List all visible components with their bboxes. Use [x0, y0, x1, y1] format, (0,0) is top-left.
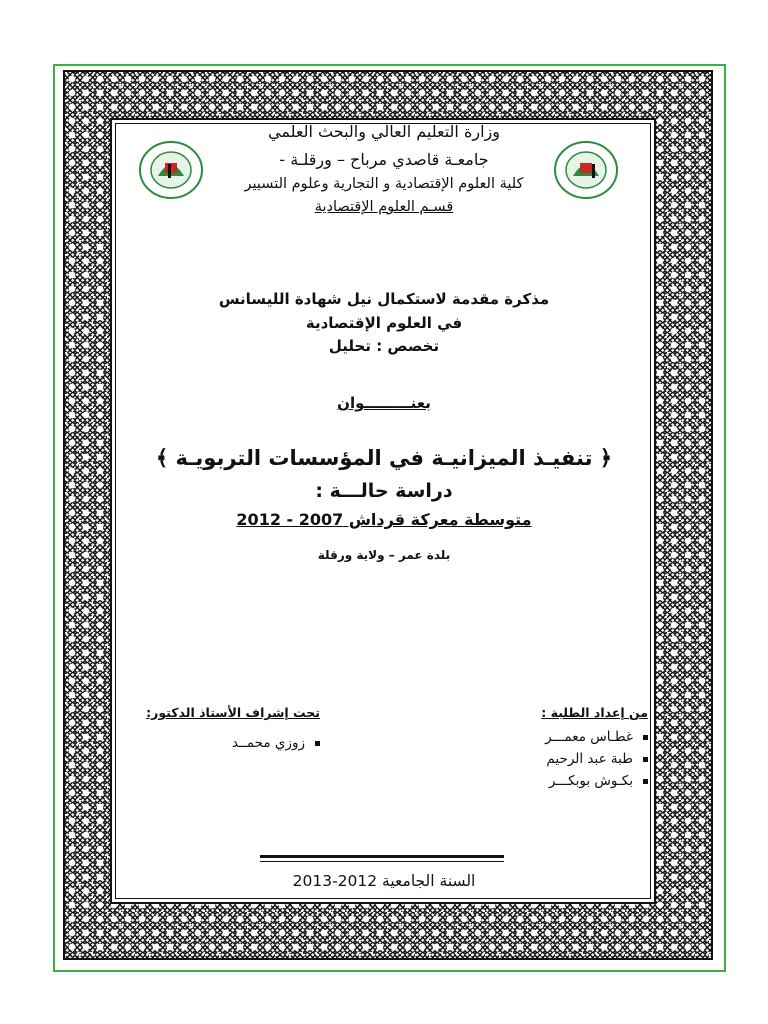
memo-purpose: مذكرة مقدمة لاستكمال نيل شهادة الليسانس [218, 290, 550, 308]
supervisor-label: تحت إشراف الأستاذ الدكتور: [146, 705, 320, 720]
school-name: متوسطة معركة قرداش 2007 - 2012 [236, 510, 532, 529]
bullet-icon [315, 741, 320, 746]
ministry-title: وزارة التعليم العالي والبحث العلمي [268, 122, 500, 141]
bullet-icon [643, 735, 648, 740]
footer-rule-thin [260, 861, 504, 862]
academic-year: السنة الجامعية 2012-2013 [292, 872, 476, 890]
title-label: بعنـــــــــوان [337, 394, 431, 412]
university-name: جامعـة قاصدي مرباح – ورقلـة - [279, 150, 489, 169]
students-label: من إعداد الطلبة : [541, 705, 648, 720]
footer-rule [260, 855, 504, 858]
list-item: بكـوش بوبكـــر [428, 770, 648, 792]
memo-field: في العلوم الإقتصادية [305, 314, 463, 332]
supervisor-list [130, 732, 320, 754]
supervisor-block [130, 705, 320, 754]
thesis-title: ﴿ تنفيـذ الميزانيـة في المؤسسات التربويـة ﴾ [155, 446, 613, 470]
list-item: زوزي محمــد [130, 732, 320, 754]
location-text: بلدة عمر – ولاية ورقلة [317, 548, 451, 562]
bullet-icon [643, 757, 648, 762]
faculty-name: كلية العلوم الإقتصادية و التجارية وعلوم التسيير [244, 176, 524, 192]
students-list [428, 726, 648, 792]
list-item: غطـاس معمـــر [428, 726, 648, 748]
bullet-icon [643, 779, 648, 784]
list-item: طبة عبد الرحيم [428, 748, 648, 770]
memo-specialty: تخصص : تحليل [328, 337, 440, 355]
case-study-label: دراسة حالـــة : [315, 480, 453, 502]
students-block [428, 705, 648, 792]
department-name: قسـم العلوم الإقتصادية [314, 199, 454, 215]
